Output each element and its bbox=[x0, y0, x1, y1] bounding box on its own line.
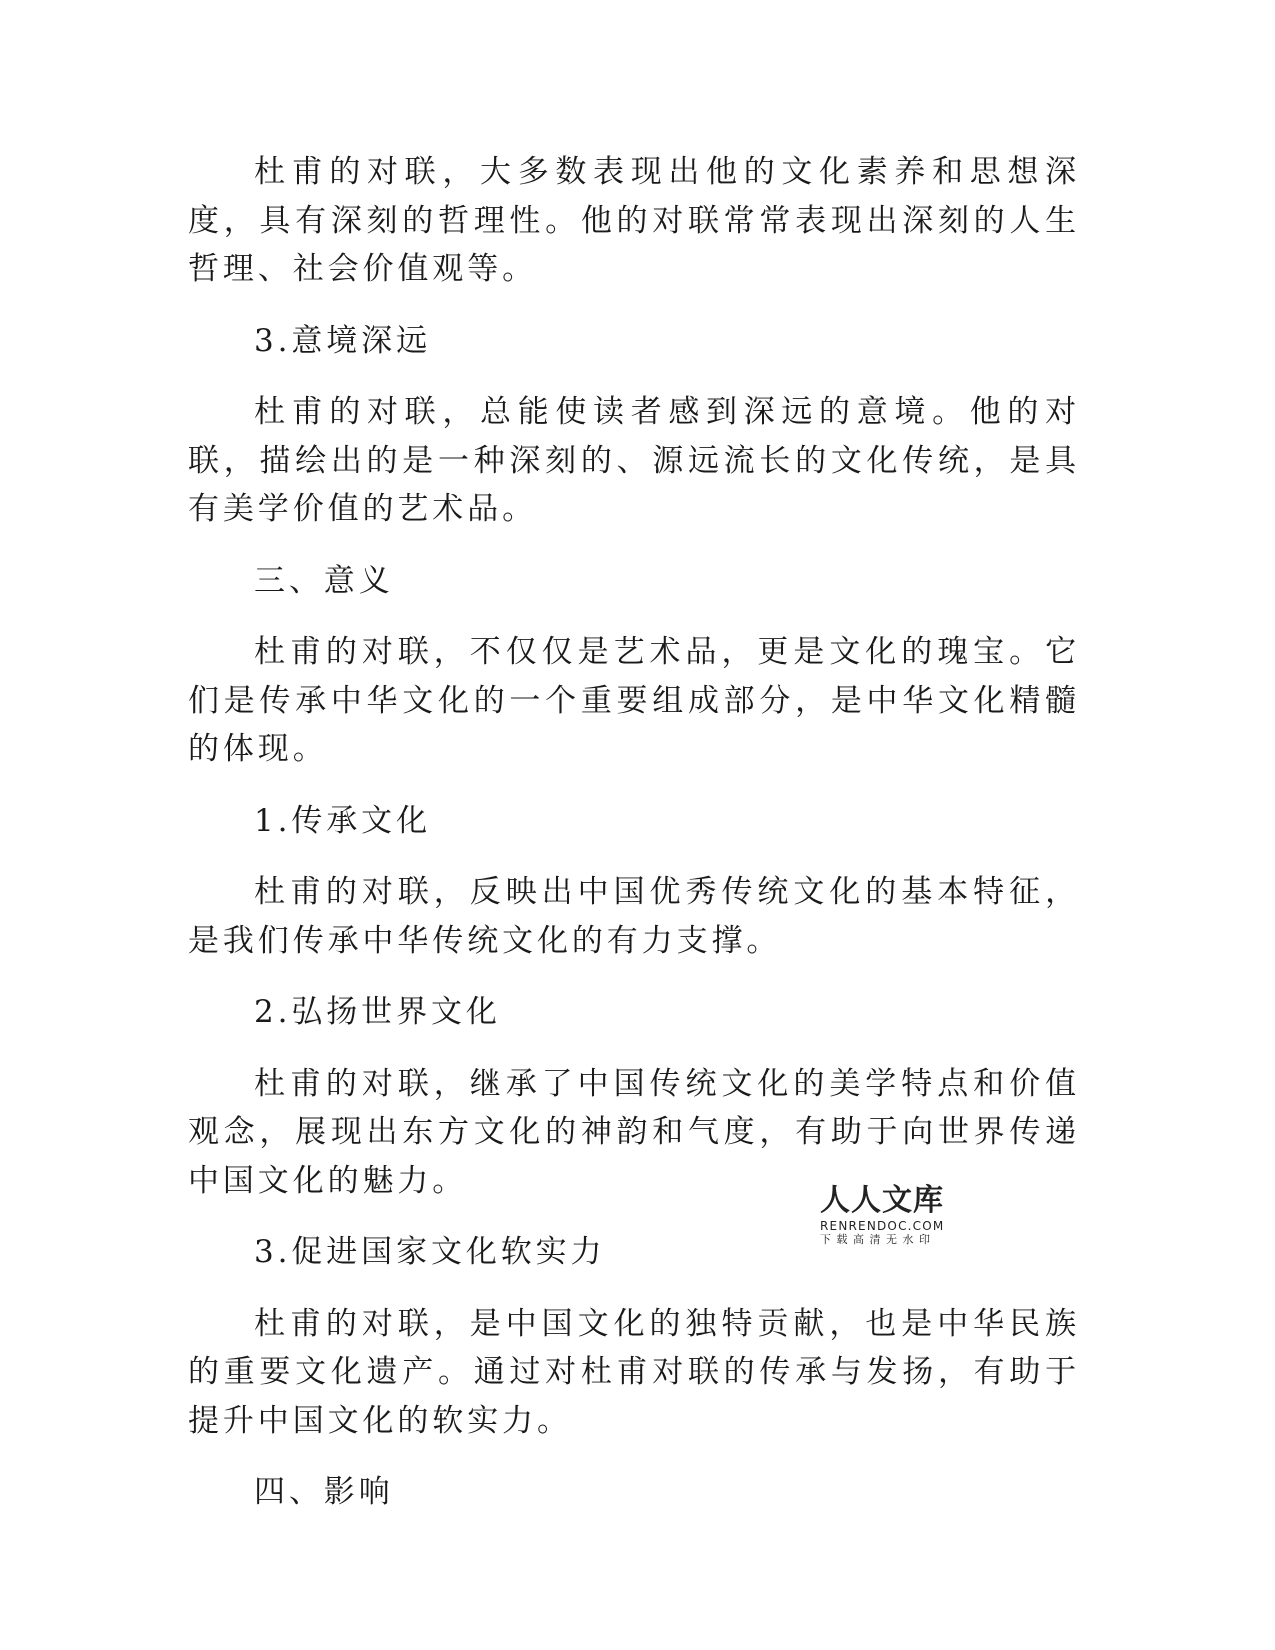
document-body bbox=[188, 148, 1080, 1540]
section-heading: 3.意境深远 bbox=[254, 322, 431, 359]
section-heading: 三、意义 bbox=[254, 562, 394, 599]
paragraph: 杜甫的对联，总能使读者感到深远的意境。他的对联，描绘出的是一种深刻的、源远流长的文化传统，是具有美学价值的艺术品。 bbox=[188, 394, 1080, 527]
watermark-brand: 人人文库 bbox=[820, 1183, 944, 1218]
section-heading: 1.传承文化 bbox=[254, 802, 431, 839]
watermark-domain: RENRENDOC.COM bbox=[820, 1219, 945, 1233]
paragraph: 杜甫的对联，反映出中国优秀传统文化的基本特征，是我们传承中华传统文化的有力支撑。 bbox=[188, 874, 1080, 959]
watermark-tagline: 下载高清无水印 bbox=[820, 1233, 936, 1246]
paragraph: 杜甫的对联，是中国文化的独特贡献，也是中华民族的重要文化遗产。通过对杜甫对联的传承与发扬，有助于提升中国文化的软实力。 bbox=[188, 1305, 1080, 1439]
watermark-logo bbox=[820, 1185, 950, 1247]
section-heading: 3.促进国家文化软实力 bbox=[254, 1234, 606, 1270]
section-heading: 四、影响 bbox=[254, 1474, 394, 1510]
paragraph: 杜甫的对联，大多数表现出他的文化素养和思想深度，具有深刻的哲理性。他的对联常常表现出深刻的人生哲理、社会价值观等。 bbox=[188, 154, 1080, 287]
paragraph: 杜甫的对联，继承了中国传统文化的美学特点和价值观念，展现出东方文化的神韵和气度，有助于向世界传递中国文化的魅力。 bbox=[188, 1065, 1080, 1199]
paragraph: 杜甫的对联，不仅仅是艺术品，更是文化的瑰宝。它们是传承中华文化的一个重要组成部分，是中华文化精髓的体现。 bbox=[188, 634, 1080, 767]
section-heading: 2.弘扬世界文化 bbox=[254, 994, 501, 1030]
